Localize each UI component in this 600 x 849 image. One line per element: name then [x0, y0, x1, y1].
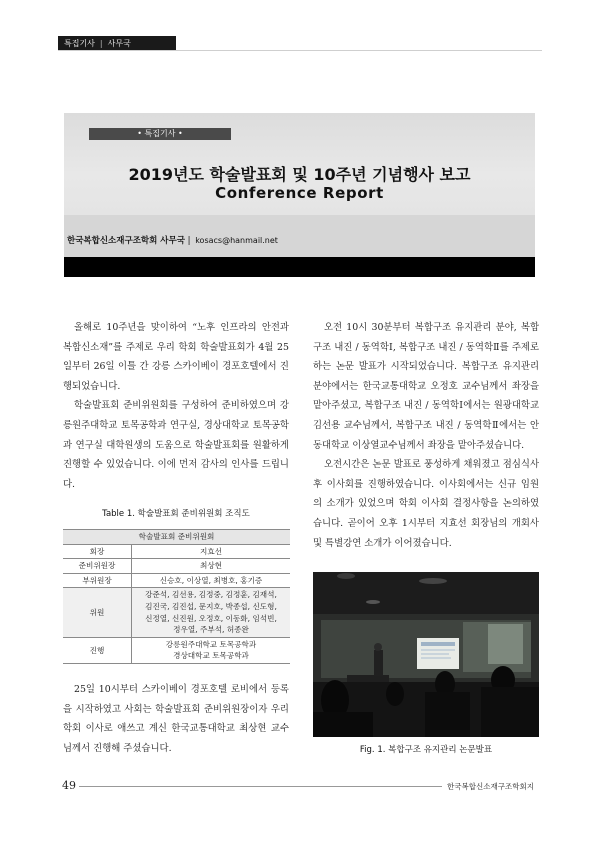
- names-cell: 신승호, 이상열, 최병호, 홍기증: [132, 573, 291, 588]
- article-header: [64, 113, 535, 277]
- top-rule: [58, 50, 542, 51]
- names-cell: [132, 588, 291, 637]
- left-column-bottom: [63, 680, 289, 758]
- figure-caption: Fig. 1. 복합구조 유지관리 논문발표: [359, 745, 493, 755]
- role-cell: 진행: [63, 637, 132, 663]
- header-black-band: [64, 257, 535, 277]
- feature-tag: • 특집기사 •: [89, 128, 231, 140]
- paragraph: 오전시간은 논문 발표로 풍성하게 채워졌고 점심식사 후 이사회를 진행하였습니다. 이사회에서는 신규 임원의 소개가 있었으며 학회 이사회 결정사항을 논의하였습니다. 곧이어 오후 1시부터 지효선 회장님의 개회사 및 특별강연 소개가 이어졌습니다.: [313, 459, 539, 549]
- conference-photo-illustration: [313, 572, 539, 737]
- role-cell: 회장: [63, 544, 132, 559]
- section-tab: [58, 36, 176, 51]
- role-cell: 위원: [63, 588, 132, 637]
- table-caption: Table 1. 학술발표회 준비위원회 조직도: [102, 509, 250, 519]
- names-line: 강준석, 김선용, 김정중, 김정훈, 김재석,: [145, 590, 277, 600]
- author-email: kosacs@hanmail.net: [195, 236, 278, 245]
- table-row: [63, 588, 290, 637]
- department-label: 사무국: [107, 39, 131, 48]
- author-line: [67, 234, 278, 246]
- left-column-top: [63, 318, 289, 494]
- committee-table: [63, 529, 290, 664]
- author-separator: |: [187, 236, 194, 246]
- names-cell: 지효선: [132, 544, 291, 559]
- names-line: 경상대학교 토목공학과: [173, 651, 249, 661]
- role-cell: 준비위원장: [63, 559, 132, 574]
- paragraph: 올해로 10주년을 맞이하여 “노후 인프라의 안전과 복합신소재”를 주제로 우리 학회 학술발표회가 4월 25일부터 26일 이틀 간 강릉 스카이베이 경포호텔에서 진행되었습니다.: [63, 322, 289, 392]
- table-row: [63, 573, 290, 588]
- right-column: [313, 318, 539, 553]
- names-cell: 최상현: [132, 559, 291, 574]
- page-number: 49: [62, 779, 76, 792]
- article-subtitle: Conference Report: [215, 184, 384, 202]
- table-row: [63, 544, 290, 559]
- section-label: 특집기사: [64, 39, 95, 48]
- journal-name: 한국복합신소재구조학회지: [447, 782, 534, 791]
- role-cell: 부위원장: [63, 573, 132, 588]
- footer-rule: [79, 786, 442, 787]
- table-header-cell: 학술발표회 준비위원회: [63, 530, 290, 545]
- paragraph: 오전 10시 30분부터 복합구조 유지관리 분야, 복합구조 내진 / 동역학Ⅰ, 복합구조 내진 / 동역학Ⅱ를 주제로 하는 논문 발표가 시작되었습니다. 복합구조 유지관리 분야에서는 한국교통대학교 오정호 교수님께서 좌장을 맡아주셨고, 복합구조 내진 / 동역학Ⅰ에서는 원광대학교 김선용 교수님께서, 복합구조 내진 / 동역학Ⅱ에서는 안동대학교 이상열교수님께서 좌장을 맡아주셨습니다.: [313, 322, 539, 451]
- section-separator: |: [99, 39, 103, 48]
- article-title: 2019년도 학술발표회 및 10주년 기념행사 보고: [128, 165, 471, 184]
- paragraph: 학술발표회 준비위원회를 구성하여 준비하였으며 강릉원주대학교 토목공학과 연구실, 경상대학교 토목공학과 연구실 대학원생의 도움으로 학술발표회를 원활하게 진행할 수 있었습니다. 이에 먼저 감사의 인사를 드립니다.: [63, 400, 289, 490]
- paragraph: 25일 10시부터 스카이베이 경포호텔 로비에서 등록을 시작하였고 사회는 학술발표회 준비위원장이자 우리학회 이사로 애쓰고 계신 한국교통대학교 최상현 교수님께서 진행해 주셨습니다.: [63, 684, 289, 754]
- names-line: 강릉원주대학교 토목공학과: [165, 639, 257, 649]
- table-row: [63, 559, 290, 574]
- names-line: 신정열, 신진원, 오정호, 이동화, 임석빈,: [145, 613, 277, 623]
- names-line: 김진국, 김진섭, 문지호, 박종섭, 신도형,: [145, 601, 277, 611]
- conference-photo: [313, 572, 539, 737]
- names-cell: [132, 637, 291, 663]
- author-name: 한국복합신소재구조학회 사무국: [67, 236, 185, 246]
- names-line: 정우열, 주부석, 허종완: [173, 625, 249, 635]
- table-row: [63, 637, 290, 663]
- table-header-row: [63, 530, 290, 545]
